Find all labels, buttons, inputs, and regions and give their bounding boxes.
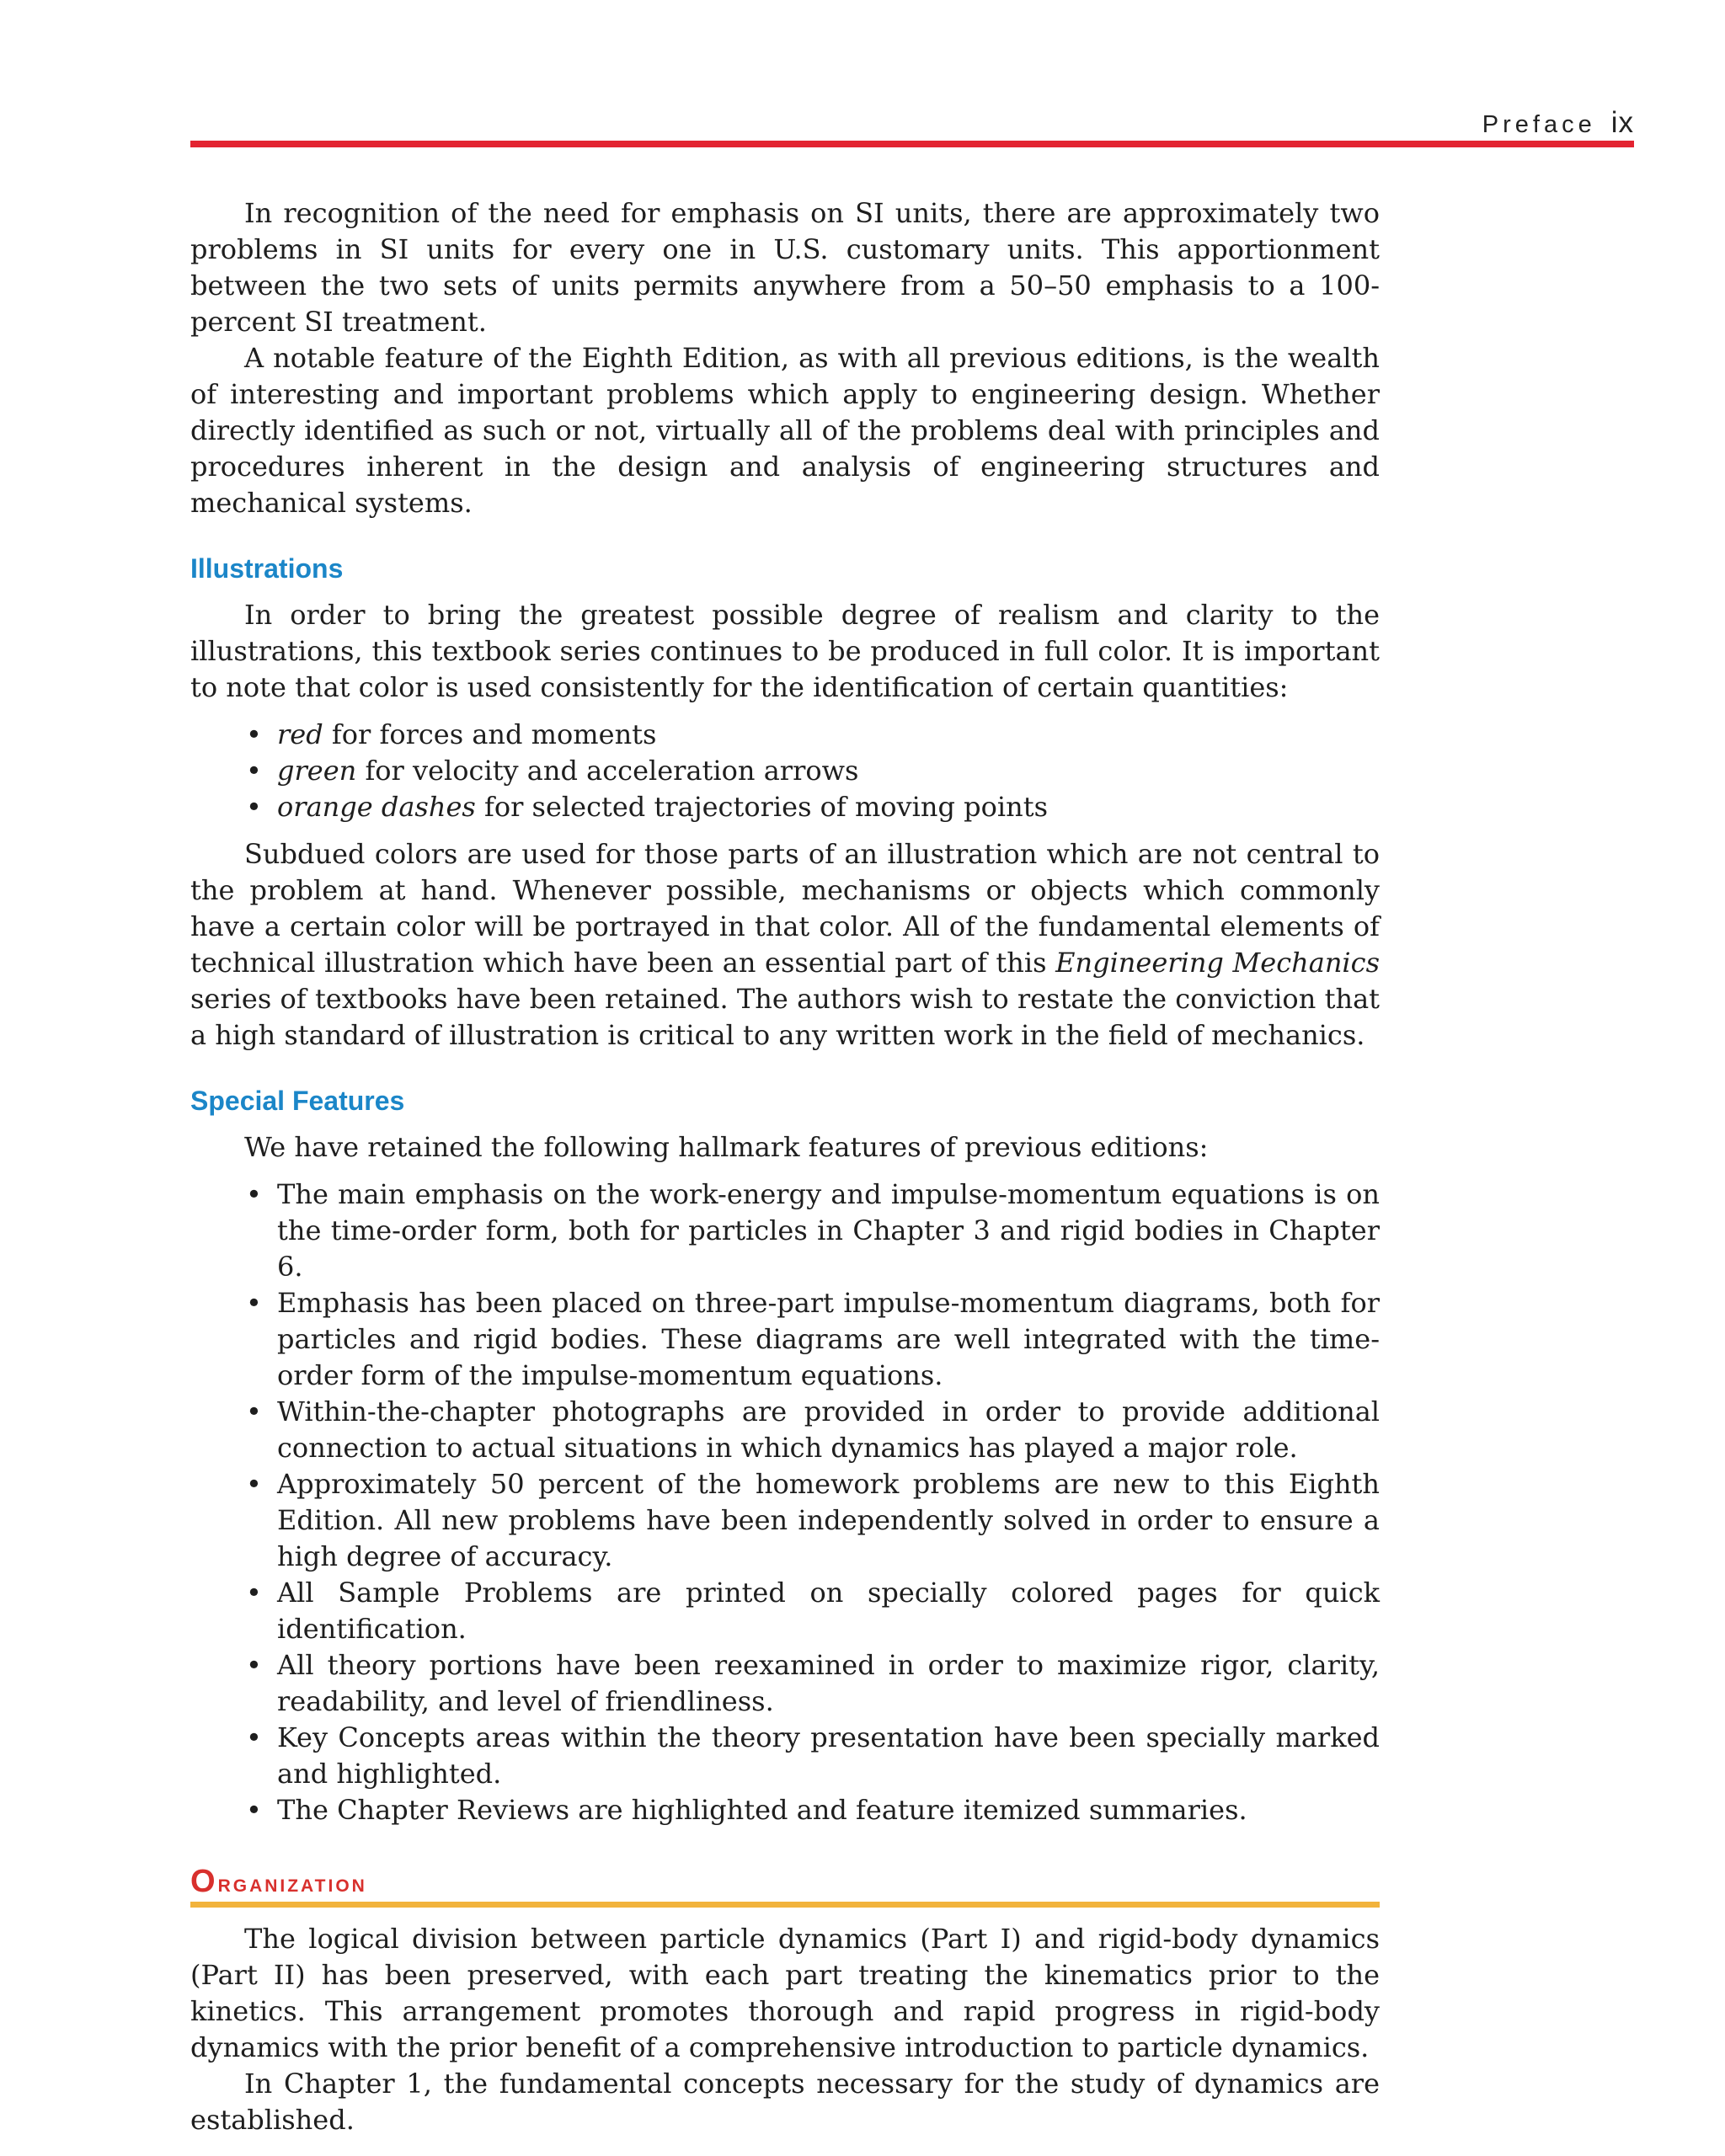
bullet-icon: • xyxy=(246,1178,262,1210)
p2-text-after: series of textbooks have been retained. The authors wish to restate the conviction that a high standard of illustration is critical to any written work in the field of mechanics. xyxy=(190,983,1380,1051)
list-item xyxy=(244,717,1380,753)
feature-text: Key Concepts areas within the theory presentation have been specially marked and highlighted. xyxy=(277,1721,1380,1790)
feature-text: The Chapter Reviews are highlighted and feature itemized summaries. xyxy=(277,1794,1247,1826)
p2-text-before: Subdued colors are used for those parts of an illustration which are not central to the problem at hand. Whenever possible, mechanisms or objects which commonly have a certain color will be portrayed in that color. All of the fundamental elements of technical illustration which have been an essential part of this xyxy=(190,838,1380,979)
special-features-heading: Special Features xyxy=(190,1086,405,1116)
list-item xyxy=(244,1177,1380,1285)
feature-text: All Sample Problems are printed on specially colored pages for quick identification. xyxy=(277,1577,1380,1645)
list-item xyxy=(244,1792,1380,1828)
bullet-icon: • xyxy=(246,1794,262,1826)
color-desc: for velocity and acceleration arrows xyxy=(356,755,859,787)
list-item xyxy=(244,1285,1380,1394)
intro-paragraph-2: A notable feature of the Eighth Edition, as with all previous editions, is the wealth of interesting and important problems which apply to engineering design. Whether directly identified as such or not, virtually all of the problems deal with principles and procedures inherent in the design and analysis of engineering structures and mechanical systems. xyxy=(190,342,1380,519)
special-features-intro: We have retained the following hallmark features of previous editions: xyxy=(244,1131,1209,1163)
color-legend-list xyxy=(190,717,1380,825)
feature-text: Approximately 50 percent of the homework problems are new to this Eighth Edition. All new problems have been independently solved in order to ensure a high degree of accuracy. xyxy=(277,1468,1380,1572)
header-rule xyxy=(190,141,1634,147)
feature-text: The main emphasis on the work-energy and impulse-momentum equations is on the time-order form, both for particles in Chapter 3 and rigid bodies in Chapter 6. xyxy=(277,1178,1380,1283)
list-item xyxy=(244,1394,1380,1466)
section-rule xyxy=(190,1902,1380,1908)
list-item xyxy=(244,1466,1380,1575)
heading-rest: rganization xyxy=(217,1870,367,1897)
bullet-icon: • xyxy=(246,1396,262,1428)
features-list xyxy=(190,1177,1380,1828)
list-item xyxy=(244,1720,1380,1792)
bullet-icon: • xyxy=(246,755,262,787)
list-item xyxy=(244,789,1380,825)
list-item xyxy=(244,1647,1380,1720)
list-item xyxy=(244,1575,1380,1647)
bullet-icon: • xyxy=(246,791,262,823)
list-item xyxy=(244,753,1380,789)
organization-heading xyxy=(190,1865,1380,1900)
bullet-icon: • xyxy=(246,1649,262,1681)
color-term: orange dashes xyxy=(277,791,476,823)
bullet-icon: • xyxy=(246,1577,262,1609)
color-term: red xyxy=(277,718,323,750)
page-body xyxy=(190,195,1380,2138)
intro-paragraph-1: In recognition of the need for emphasis on SI units, there are approximately two problems in SI units for every one in U.S. customary units. This apportionment between the two sets of units permits anywhere from a 50–50 emphasis to a 100-percent SI treatment. xyxy=(190,197,1380,338)
feature-text: Emphasis has been placed on three-part impulse-momentum diagrams, both for particles and rigid bodies. These diagrams are well integrated with the time-order form of the impulse-momentum equations. xyxy=(277,1287,1380,1391)
page-number: ix xyxy=(1610,106,1634,139)
bullet-icon: • xyxy=(246,718,262,750)
heading-initial: O xyxy=(190,1864,218,1899)
feature-text: All theory portions have been reexamined in order to maximize rigor, clarity, readability, and level of friendliness. xyxy=(277,1649,1380,1717)
color-desc: for selected trajectories of moving points xyxy=(475,791,1048,823)
bullet-icon: • xyxy=(246,1468,262,1500)
color-term: green xyxy=(277,755,357,787)
organization-paragraph-1: The logical division between particle dynamics (Part I) and rigid-body dynamics (Part II) has been preserved, with each part treating the kinematics prior to the kinetics. This arrangement promotes thorough and rapid progress in rigid-body dynamics with the prior benefit of a comprehensive introduction to particle dynamics. xyxy=(190,1923,1380,2063)
bullet-icon: • xyxy=(246,1721,262,1753)
illustrations-paragraph-1: In order to bring the greatest possible degree of realism and clarity to the illustrations, this textbook series continues to be produced in full color. It is important to note that color is used consistently for the identification of certain quantities: xyxy=(190,599,1380,703)
organization-paragraph-2: In Chapter 1, the fundamental concepts necessary for the study of dynamics are established. xyxy=(190,2068,1380,2136)
bullet-icon: • xyxy=(246,1287,262,1319)
color-desc: for forces and moments xyxy=(323,718,657,750)
running-title: Preface xyxy=(1482,111,1596,138)
series-title: Engineering Mechanics xyxy=(1055,947,1381,979)
running-head xyxy=(1482,106,1634,140)
feature-text: Within-the-chapter photographs are provided in order to provide additional connection to actual situations in which dynamics has played a major role. xyxy=(277,1396,1380,1464)
illustrations-heading: Illustrations xyxy=(190,553,344,584)
illustrations-paragraph-2 xyxy=(190,836,1380,1054)
